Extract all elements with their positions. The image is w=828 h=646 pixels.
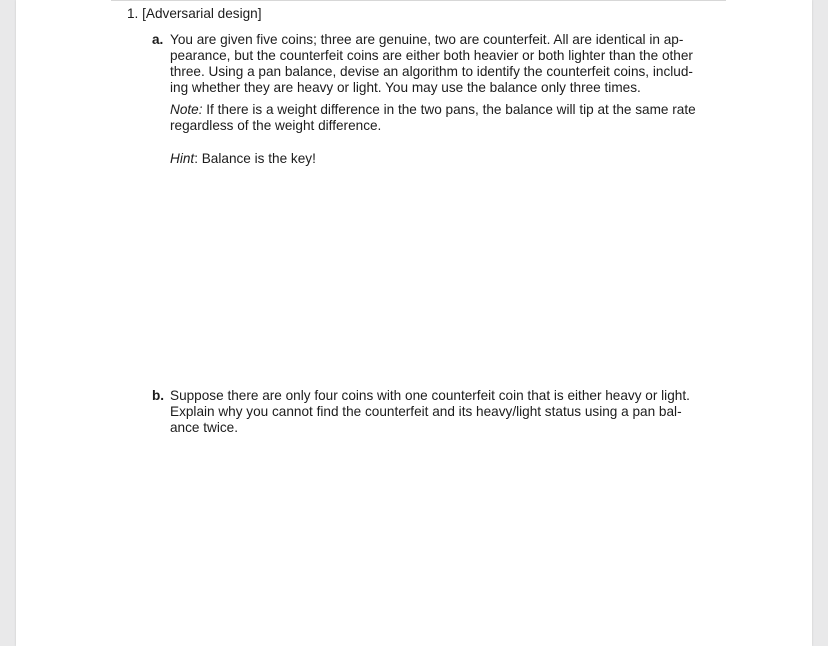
question-heading [127, 5, 262, 23]
part-b-label: b. [152, 388, 165, 403]
part-b-line-2: Explain why you cannot find the counterfeit and its heavy/light status using a pan bal- [170, 404, 682, 419]
part-a-line-4: ing whether they are heavy or light. You may use the balance only three times. [170, 80, 641, 95]
hint-line [170, 151, 316, 167]
top-rule [111, 0, 726, 1]
hint-text: : Balance is the key! [194, 151, 316, 166]
question-number: 1. [127, 6, 139, 21]
note-text: If there is a weight difference in the two pans, the balance will tip at the same rate [202, 102, 696, 117]
note-line-1 [170, 102, 696, 118]
note-line-2: regardless of the weight difference. [170, 118, 382, 133]
part-b-line-3: ance twice. [170, 420, 239, 435]
hint-label: Hint [170, 151, 195, 166]
part-a-line-2: pearance, but the counterfeit coins are either both heavier or both lighter than the other [170, 48, 693, 63]
part-b-line-1: Suppose there are only four coins with one counterfeit coin that is either heavy or light. [170, 388, 690, 403]
document-page [16, 0, 812, 646]
part-a-line-3: three. Using a pan balance, devise an algorithm to identify the counterfeit coins, includ- [170, 64, 693, 79]
part-a-label: a. [152, 32, 164, 47]
question-title: [Adversarial design] [142, 6, 262, 21]
note-label: Note: [170, 102, 203, 117]
part-a-line-1: You are given five coins; three are genuine, two are counterfeit. All are identical in ap- [170, 32, 684, 47]
